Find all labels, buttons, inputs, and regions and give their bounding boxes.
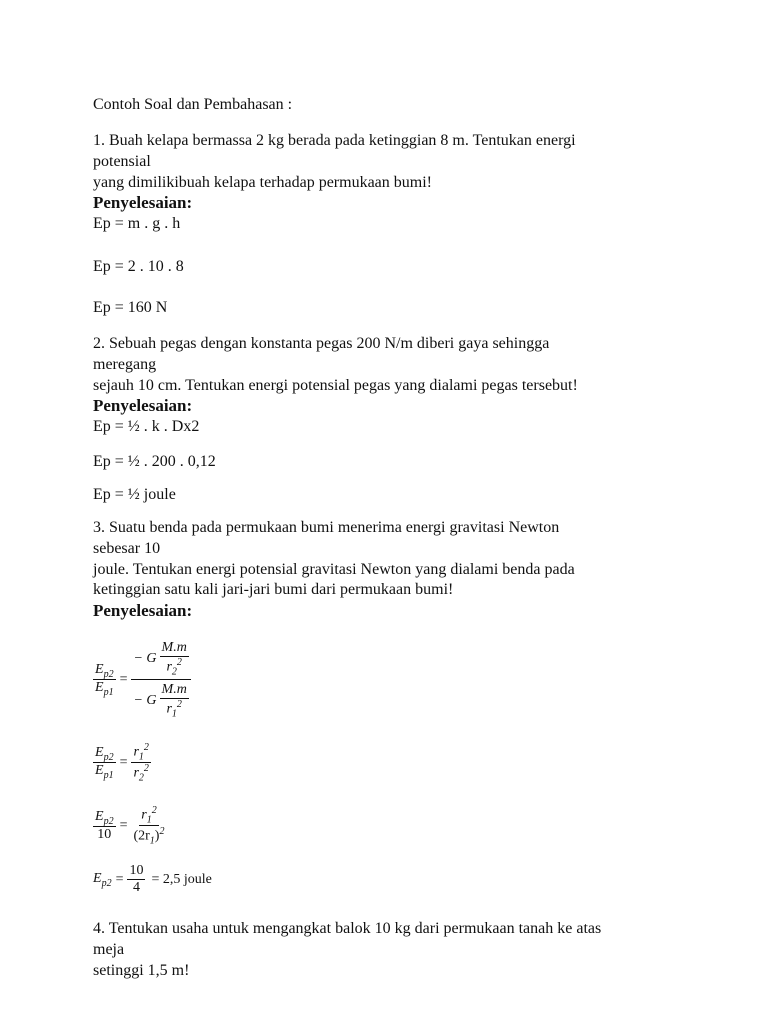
equation-ratio-radii: $\frac{E_{p2}}{E_{p1}}$ = $\frac{r_1^2}{r_2^2}$: [95, 742, 149, 784]
q3-text-line3: joule. Tentukan energi potensial gravitasi Newton yang dialami benda pada: [93, 561, 575, 578]
q2-text-line1: 2. Sebuah pegas dengan konstanta pegas 200 N/m diberi gaya sehingga: [93, 335, 550, 352]
equation-ratio-full: $\frac{E_{p2}}{E_{p1}}$ = − G $\frac{M.m}{r_2^2}$ − G $\frac{M.m}{r_1^2}$: [93, 640, 191, 720]
q1-text-line3: yang dimilikibuah kelapa terhadap permukaan bumi!: [93, 174, 432, 191]
q1-step: Ep = m . g . h: [93, 215, 181, 232]
q3-text-line1: 3. Suatu benda pada permukaan bumi menerima energi gravitasi Newton: [93, 519, 560, 536]
q1-heading: Penyelesaian:: [93, 193, 193, 212]
q3-heading: Penyelesaian:: [93, 601, 193, 620]
q2-step: Ep = ½ . 200 . 0,12: [93, 453, 216, 470]
page-title: Contoh Soal dan Pembahasan :: [93, 96, 293, 113]
q4-text-line2: meja: [93, 941, 125, 958]
q2-step: Ep = ½ . k . Dx2: [93, 418, 200, 435]
q2-text-line3: sejauh 10 cm. Tentukan energi potensial pegas yang dialami pegas tersebut!: [93, 377, 578, 394]
equation-substitution: $\frac{E_{p2}}{10}$ = $\frac{r_1^2}{(2r_1)^2}$: [95, 805, 165, 847]
q1-text-line1: 1. Buah kelapa bermassa 2 kg berada pada ketinggian 8 m. Tentukan energi: [93, 132, 576, 149]
q2-heading: Penyelesaian:: [93, 396, 193, 415]
q3-text-line4: ketinggian satu kali jari-jari bumi dari permukaan bumi!: [93, 581, 454, 598]
equation-result: $E_{p2}$ = $\frac{10}{4}$ = 2,5 joule: [93, 863, 212, 895]
q1-step: Ep = 2 . 10 . 8: [93, 258, 184, 275]
q1-text-line2: potensial: [93, 153, 151, 170]
q4-text-line1: 4. Tentukan usaha untuk mengangkat balok 10 kg dari permukaan tanah ke atas: [93, 920, 602, 937]
q4-text-line3: setinggi 1,5 m!: [93, 962, 190, 979]
q2-text-line2: meregang: [93, 356, 157, 373]
q2-step: Ep = ½ joule: [93, 486, 176, 503]
q3-text-line2: sebesar 10: [93, 540, 161, 557]
q1-step: Ep = 160 N: [93, 299, 168, 316]
